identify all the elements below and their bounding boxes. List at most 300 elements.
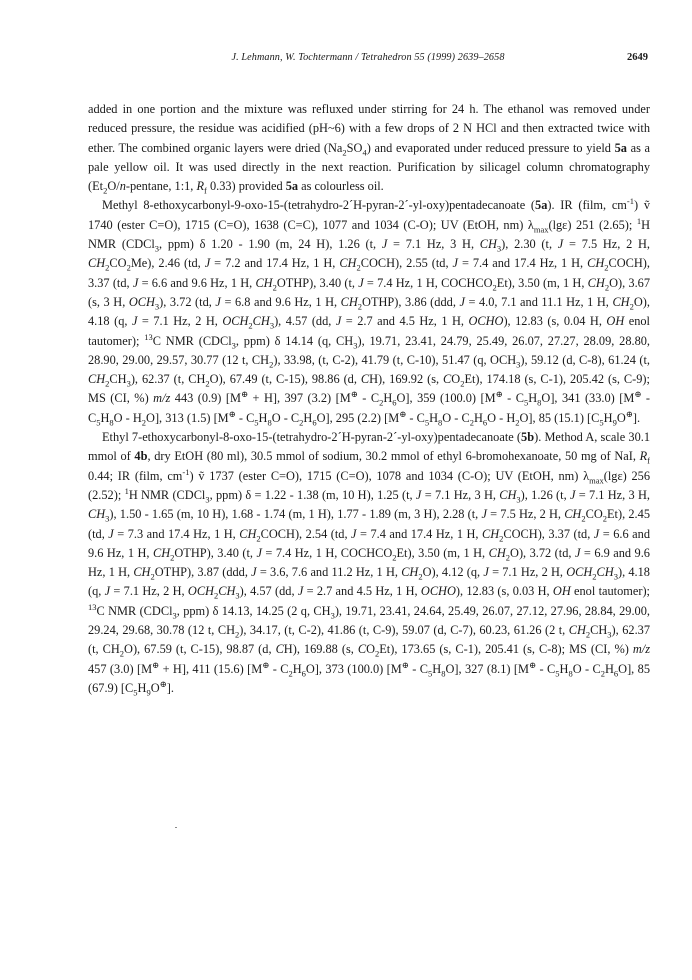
text-run: Et), 3.50 (m, 1 H, — [496, 275, 588, 290]
text-run: OCHO — [468, 314, 504, 329]
text-run: 443 (0.9) [M — [170, 391, 241, 406]
text-run: O — [366, 642, 376, 657]
subscript: 8 — [267, 417, 272, 428]
text-run: CH — [401, 565, 419, 580]
subscript: 2 — [604, 262, 609, 273]
text-run: J — [452, 256, 458, 271]
text-run: m/z — [632, 642, 650, 657]
text-run: ) ṽ 1737 (ester C=O), 1715 (C=O), 1078 and 1034 (C-O); UV (EtOH, nm) λ — [189, 468, 590, 483]
text-run: J — [132, 275, 139, 290]
subscript: 9 — [146, 687, 151, 698]
text-run: = 4.0, 7.1 and 11.1 Hz, 1 H, — [464, 294, 613, 309]
text-run: CH — [252, 314, 270, 329]
text-run: = 7.4 Hz, 1 H, COCHCO — [363, 275, 493, 290]
subscript: 2 — [356, 262, 361, 273]
subscript: 5 — [599, 417, 604, 428]
subscript: 6 — [482, 417, 488, 428]
text-run: J — [358, 275, 364, 290]
subscript: 6 — [392, 397, 397, 408]
page-number: 2649 — [627, 52, 648, 63]
text-run: J — [557, 237, 564, 252]
text-run: C — [275, 642, 284, 657]
text-run: CH — [568, 623, 586, 638]
text-run: , ppm) δ 14.14 (q, CH — [235, 333, 354, 348]
text-run: ), 59.12 (d, C-8), 61.24 (t, — [520, 352, 650, 367]
text-run: ), 3.72 (td, — [159, 294, 216, 309]
text-run: = 7.1 Hz, 3 H, — [421, 487, 500, 502]
text-run: COCH), 3.37 (td, — [88, 256, 650, 290]
text-run: = 3.6, 7.6 and 11.2 Hz, 1 H, — [256, 565, 402, 580]
text-run: - C — [408, 661, 429, 676]
text-run: as colourless oil. — [298, 179, 384, 194]
superscript: ⊕ — [228, 408, 236, 419]
text-run: J — [108, 526, 114, 541]
superscript: ⊕ — [634, 389, 642, 400]
text-run: Et), 3.50 (m, 1 H, — [396, 545, 489, 560]
subscript: 2 — [205, 378, 210, 389]
subscript: 8 — [441, 668, 446, 679]
subscript: 2 — [357, 301, 363, 312]
text-run: - C — [536, 661, 556, 676]
text-run: O), 3.67 (s, 3 H, — [88, 275, 651, 309]
text-run: COCH), 3.37 (td, — [503, 526, 594, 541]
superscript: -1 — [182, 466, 190, 477]
text-run: COCH), 2.54 (td, — [260, 526, 352, 541]
text-run: (lgε) 256 (2.52); — [88, 468, 651, 502]
subscript: 6 — [301, 668, 306, 679]
text-run: = 7.1 Hz, 2 H, — [137, 314, 223, 329]
subscript: 2 — [342, 147, 347, 158]
text-run: Me), 2.46 (td, — [130, 256, 205, 271]
text-run: OCH — [187, 584, 214, 599]
subscript: 3 — [496, 243, 502, 254]
superscript: ⊕ — [625, 408, 633, 419]
text-run: -pentane, 1:1, — [125, 179, 197, 194]
text-run: H), 169.88 (s, — [283, 642, 358, 657]
subscript: 3 — [607, 629, 612, 640]
text-run: 457 (3.0) [M — [88, 661, 153, 676]
text-run: O - C — [442, 410, 470, 425]
text-run: H — [137, 680, 147, 695]
text-run: H — [292, 661, 302, 676]
text-run: O - C — [572, 661, 601, 676]
text-run: H — [100, 410, 110, 425]
text-run: Et), 2.45 (td, — [88, 507, 650, 541]
text-run: ), 34.17, (t, C-2), 41.86 (t, C-9), 59.07 (d, C-7), 60.23, 61.26 (2 t, — [239, 623, 569, 638]
text-run: ). IR (film, cm — [547, 198, 627, 213]
text-run: = 6.8 and 9.6 Hz, 1 H, — [220, 294, 341, 309]
text-run: = 2.7 and 4.5 Hz, 1 H, — [303, 584, 421, 599]
superscript: ⊕ — [159, 678, 167, 689]
superscript: ⊕ — [399, 408, 407, 419]
text-run: J — [351, 526, 357, 541]
subscript: 2 — [392, 552, 397, 563]
text-run: CO — [109, 256, 127, 271]
subscript: 2 — [379, 397, 384, 408]
text-run: - C — [406, 410, 425, 425]
text-run: CH — [488, 545, 506, 560]
subscript: 2 — [592, 571, 597, 582]
text-run: OH — [552, 584, 571, 599]
text-run: ), 12.83 (s, 0.03 H, — [455, 584, 553, 599]
text-run: J — [593, 526, 600, 541]
superscript: 13 — [88, 601, 97, 612]
text-run: Et), 173.65 (s, C-1), 205.41 (s, C-8); MS (CI, %) — [379, 642, 633, 657]
text-run: H — [473, 410, 483, 425]
text-run: H — [429, 410, 439, 425]
superscript: ⊕ — [401, 659, 409, 670]
text-run: as a pale yellow oil. It was used directly in the next reaction. Purification by silicagel column chromatography (Et — [88, 140, 651, 194]
text-run: CH — [152, 545, 171, 560]
text-run: Ethyl 7-ethoxycarbonyl-8-oxo-15-(tetrahydro-2´H-pyran-2´-yl-oxy)pentadecanoate ( — [102, 430, 522, 445]
text-run: O), 67.59 (t, C-15), 98.87 (d, — [124, 642, 276, 657]
subscript: f — [204, 185, 207, 196]
subscript: 2 — [469, 417, 474, 428]
text-run: = 6.6 and 9.6 Hz, 1 H, — [88, 526, 650, 560]
text-run: H — [604, 661, 614, 676]
subscript: 3 — [205, 494, 210, 505]
text-run: O], 341 (33.0) [M — [541, 391, 635, 406]
text-run: CH — [587, 256, 605, 271]
text-run: H — [432, 661, 442, 676]
text-run: R — [196, 179, 205, 194]
text-run: CH — [88, 372, 106, 387]
subscript: 8 — [568, 668, 573, 679]
subscript: 6 — [312, 417, 317, 428]
text-run: = 6.9 and 9.6 Hz, 1 H, — [88, 545, 650, 580]
text-run: CO — [585, 507, 603, 522]
superscript: ⊕ — [495, 389, 503, 400]
subscript: 3 — [613, 571, 618, 582]
subscript: 2 — [505, 552, 511, 563]
text-run: O - H — [487, 410, 516, 425]
text-run: Et), 174.18 (s, C-1), 205.42 (s, C-9); MS (CI, %) — [88, 372, 650, 406]
text-run: = 7.1 Hz, 2 H, — [110, 584, 188, 599]
text-run: = 6.6 and 9.6 Hz, 1 H, — [138, 275, 256, 290]
page-header — [88, 52, 648, 68]
text-run: CH — [255, 275, 273, 290]
text-run: ) ṽ 1740 (ester C=O), 1715 (C=O), 1638 (C=C), 1077 and 1034 (C-O); UV (EtOH, nm) λ — [88, 198, 650, 232]
subscript: 5 — [133, 687, 138, 698]
text-run: ), 62.37 (t, CH — [88, 623, 650, 657]
text-run: C — [360, 372, 370, 387]
text-run: CH — [133, 565, 151, 580]
text-run: OTHP), 3.86 (ddd, — [362, 294, 460, 309]
text-run: COCH), 2.55 (td, — [360, 256, 453, 271]
subscript: 3 — [516, 494, 521, 505]
text-run: O], 359 (100.0) [M — [396, 391, 496, 406]
text-run: = 7.4 and 17.4 Hz, 1 H, — [356, 526, 482, 541]
subscript: 3 — [269, 320, 275, 331]
text-run: J — [104, 584, 111, 599]
text-run: J — [481, 507, 487, 522]
text-run: m/z — [153, 391, 171, 406]
subscript: 2 — [375, 648, 380, 659]
running-head: J. Lehmann, W. Tochtermann / Tetrahedron 55 (1999) 2639–2658 — [231, 52, 505, 63]
subscript: 2 — [581, 513, 586, 524]
text-run: H NMR (CDCl — [128, 487, 206, 502]
subscript: 3 — [105, 513, 110, 524]
subscript: 2 — [499, 533, 504, 543]
text-run: 0.44; IR (film, cm — [88, 468, 183, 483]
superscript: 1 — [124, 485, 129, 496]
text-run: OCH — [128, 294, 155, 309]
subscript: 2 — [103, 185, 108, 196]
text-run: H), 169.92 (s, — [369, 372, 444, 387]
subscript: 4 — [362, 147, 367, 158]
article-body — [88, 100, 650, 698]
subscript: 2 — [602, 513, 608, 524]
text-run: O/ — [107, 179, 120, 194]
text-run: ), 4.57 (dd, — [239, 584, 298, 599]
text-run: CH — [590, 623, 608, 638]
text-run: OCHO — [420, 584, 456, 599]
text-run: O], 85 (15.1) [C — [519, 410, 600, 425]
text-run: J — [204, 256, 211, 271]
text-run: CH — [479, 237, 497, 252]
superscript: ⊕ — [529, 659, 537, 670]
text-run: O], 373 (100.0) [M — [305, 661, 402, 676]
subscript: 2 — [288, 668, 293, 679]
text-run: OH — [606, 314, 625, 329]
text-run: O — [150, 680, 160, 695]
text-run: - C — [269, 661, 289, 676]
text-run: J — [215, 294, 221, 309]
compound-label: 5a — [285, 179, 299, 194]
text-run: = 7.4 and 17.4 Hz, 1 H, — [457, 256, 588, 271]
text-run: enol tautomer); — [88, 314, 650, 348]
text-run: O], 327 (8.1) [M — [445, 661, 529, 676]
text-run: H — [528, 391, 538, 406]
superscript: ⊕ — [262, 659, 270, 670]
subscript: 5 — [424, 417, 430, 428]
text-run: Methyl 8-ethoxycarbonyl-9-oxo-15-(tetrahydro-2´H-pyran-2´-yl-oxy)pentadecanoate ( — [102, 198, 536, 213]
subscript: 2 — [150, 571, 155, 582]
text-run: R — [639, 449, 648, 464]
subscript: 2 — [460, 378, 465, 389]
text-run: - C — [235, 410, 255, 425]
subscript: 2 — [272, 282, 277, 293]
text-run: OCH — [222, 314, 249, 329]
subscript: 3 — [330, 610, 335, 621]
text-run: OTHP), 3.40 (t, — [276, 275, 359, 290]
superscript: 13 — [144, 331, 153, 342]
text-run: SO — [346, 140, 363, 155]
subscript: 5 — [555, 668, 560, 679]
text-run: ), 4.18 (q, — [88, 565, 650, 599]
text-run: CH — [88, 507, 106, 522]
text-run: J — [415, 487, 422, 502]
subscript: 2 — [141, 417, 147, 428]
text-run: H — [258, 410, 268, 425]
subscript: 3 — [154, 243, 160, 254]
text-run: - C — [502, 391, 524, 406]
subscript: 3 — [353, 340, 358, 351]
subscript: 2 — [515, 417, 520, 428]
text-run: (lgε) 251 (2.65); — [548, 217, 637, 232]
subscript: 2 — [256, 533, 261, 543]
text-run: CH — [109, 372, 127, 387]
text-run: C NMR (CDCl — [152, 333, 232, 348]
subscript: 2 — [629, 301, 634, 312]
text-run: O], 295 (2.2) [M — [316, 410, 400, 425]
subscript: 2 — [213, 590, 219, 601]
subscript: 2 — [604, 282, 610, 293]
text-run: O — [451, 372, 461, 387]
text-run: ), 12.83 (s, 0.04 H, — [503, 314, 607, 329]
subscript: 8 — [537, 397, 542, 408]
text-run: = 7.2 and 17.4 Hz, 1 H, — [210, 256, 340, 271]
compound-label: 4b — [134, 449, 148, 464]
text-run: H — [383, 391, 393, 406]
compound-label: 5a — [614, 140, 627, 155]
subscript: 3 — [126, 378, 131, 389]
text-run: ]. — [632, 410, 641, 425]
text-run: O], 313 (1.5) [M — [146, 410, 229, 425]
text-run: enol tautomer); — [570, 584, 650, 599]
subscript: 8 — [438, 417, 443, 428]
text-run: ), 19.71, 23.41, 24.79, 25.49, 26.07, 27.27, 28.09, 28.80, 28.90, 29.00, 29.57, 30.77 (12 t, CH — [88, 333, 651, 367]
scan-speck — [175, 827, 177, 828]
text-run: CH — [218, 584, 236, 599]
text-run: - C — [88, 391, 651, 425]
text-run: CH — [88, 256, 106, 271]
text-run: + H], 397 (3.2) [M — [248, 391, 351, 406]
subscript: 2 — [105, 262, 110, 273]
text-run: ) and evaporated under reduced pressure to yield — [366, 140, 615, 155]
text-run: J — [131, 314, 138, 329]
text-run: OTHP), 3.40 (t, — [174, 545, 257, 560]
text-run: = 7.5 Hz, 2 H, — [486, 507, 565, 522]
text-run: CH — [499, 487, 517, 502]
subscript: 5 — [428, 668, 433, 679]
text-run: = 7.5 Hz, 2 H, — [563, 237, 650, 252]
subscript: 3 — [235, 590, 240, 601]
subscript: 2 — [418, 571, 423, 582]
subscript: 2 — [600, 668, 605, 679]
text-run: J — [381, 237, 388, 252]
text-run: ]. — [166, 680, 174, 695]
compound-label: 5a — [535, 198, 548, 213]
procedure-paragraph — [88, 100, 650, 196]
subscript: 5 — [96, 417, 101, 428]
subscript: 8 — [109, 417, 114, 428]
text-run: , dry EtOH (80 ml), 30.5 mmol of sodium, 30.2 mmol of ethyl 6-bromohexanoate, 50 mg of NaI, — [147, 449, 640, 464]
subscript: 3 — [231, 340, 236, 351]
text-run: O - C — [271, 410, 300, 425]
subscript: 5 — [523, 397, 529, 408]
text-run: H — [303, 410, 313, 425]
subscript: 2 — [585, 629, 591, 640]
text-run: J — [335, 314, 342, 329]
text-run: 0.33) provided — [206, 179, 286, 194]
text-run: CH — [596, 565, 614, 580]
subscript: 2 — [269, 359, 274, 370]
text-run: = 7.4 Hz, 1 H, COCHCO — [261, 545, 393, 560]
text-run: = 7.1 Hz, 2 H, — [488, 565, 567, 580]
text-run: H NMR (CDCl — [88, 217, 650, 252]
text-run: OTHP), 3.87 (ddd, — [154, 565, 252, 580]
text-run: J — [459, 294, 465, 309]
text-run: ), 1.50 - 1.65 (m, 10 H), 1.68 - 1.74 (m, 1 H), 1.77 - 1.89 (m, 3 H), 2.28 (t, — [109, 507, 482, 522]
superscript: 1 — [636, 215, 642, 226]
superscript: ⊕ — [350, 389, 358, 400]
text-run: C — [443, 372, 452, 387]
subscript: 2 — [492, 282, 497, 293]
subscript: 2 — [170, 552, 175, 563]
text-run: J — [483, 565, 489, 580]
text-run: CH — [612, 294, 630, 309]
compound-label: 5b — [521, 430, 535, 445]
text-run: O], 85 (67.9) [C — [88, 661, 651, 695]
superscript: -1 — [626, 196, 634, 207]
text-run: ), 4.57 (dd, — [274, 314, 336, 329]
subscript: 3 — [154, 301, 160, 312]
text-run: O — [616, 410, 626, 425]
text-run: + H], 411 (15.6) [M — [159, 661, 263, 676]
subscript: 9 — [612, 417, 617, 428]
subscript: 5 — [254, 417, 259, 428]
text-run: ), 62.37 (t, CH — [130, 372, 206, 387]
text-run: OCH — [566, 565, 593, 580]
subscript: 3 — [172, 610, 177, 621]
text-run: CH — [239, 526, 257, 541]
text-run: added in one portion and the mixture was refluxed under stirring for 24 h. The ethanol was removed under reduced pressure, the residue was acidified (pH~6) with a few drops of 2 N HCl and then extracted twice with ether. The combined organic layers were dried (Na — [88, 102, 650, 155]
text-run: J — [251, 565, 257, 580]
text-run: C NMR (CDCl — [96, 603, 173, 618]
text-run: J — [256, 545, 262, 560]
text-run: O - H — [113, 410, 142, 425]
text-run: H — [603, 410, 613, 425]
text-run: , ppm) δ 14.13, 14.25 (2 q, CH — [176, 603, 331, 618]
text-run: = 7.3 and 17.4 Hz, 1 H, — [113, 526, 240, 541]
text-run: CH — [340, 294, 358, 309]
text-run: J — [297, 584, 304, 599]
text-run: O), 4.12 (q, — [422, 565, 484, 580]
subscript: 3 — [516, 359, 521, 370]
subscript: max — [589, 475, 604, 486]
text-run: , ppm) δ 1.20 - 1.90 (m, 24 H), 1.26 (t, — [159, 237, 382, 252]
text-run: = 7.1 Hz, 3 H, — [575, 487, 651, 502]
superscript: ⊕ — [240, 389, 249, 400]
text-run: n — [119, 179, 126, 194]
text-run: - C — [357, 391, 380, 406]
text-run: C — [357, 642, 367, 657]
text-run: J — [569, 487, 576, 502]
subscript: 2 — [126, 262, 131, 273]
text-run: = 2.7 and 4.5 Hz, 1 H, — [341, 314, 469, 329]
subscript: 2 — [299, 417, 304, 428]
subscript: 2 — [105, 378, 110, 389]
text-run: ), 33.98, (t, C-2), 41.79 (t, C-10), 51.47 (q, OCH — [273, 352, 517, 367]
subscript: 2 — [119, 648, 125, 659]
subscript: 2 — [248, 320, 253, 331]
text-run: O), 4.18 (q, — [88, 294, 650, 329]
text-run: CH — [339, 256, 357, 271]
compound-paragraph — [88, 196, 650, 428]
superscript: ⊕ — [152, 659, 160, 670]
text-run: = 7.1 Hz, 3 H, — [387, 237, 480, 252]
text-run: ), 1.26 (t, — [520, 487, 570, 502]
text-run: CH — [564, 507, 582, 522]
text-run: O), 67.49 (t, C-15), 98.86 (d, — [209, 372, 361, 387]
subscript: 2 — [235, 629, 240, 640]
compound-paragraph — [88, 428, 650, 698]
text-run: O), 3.72 (td, — [510, 545, 575, 560]
text-run: , ppm) δ = 1.22 - 1.38 (m, 10 H), 1.25 (t, — [209, 487, 416, 502]
text-run: J — [574, 545, 581, 560]
subscript: 6 — [613, 668, 619, 679]
